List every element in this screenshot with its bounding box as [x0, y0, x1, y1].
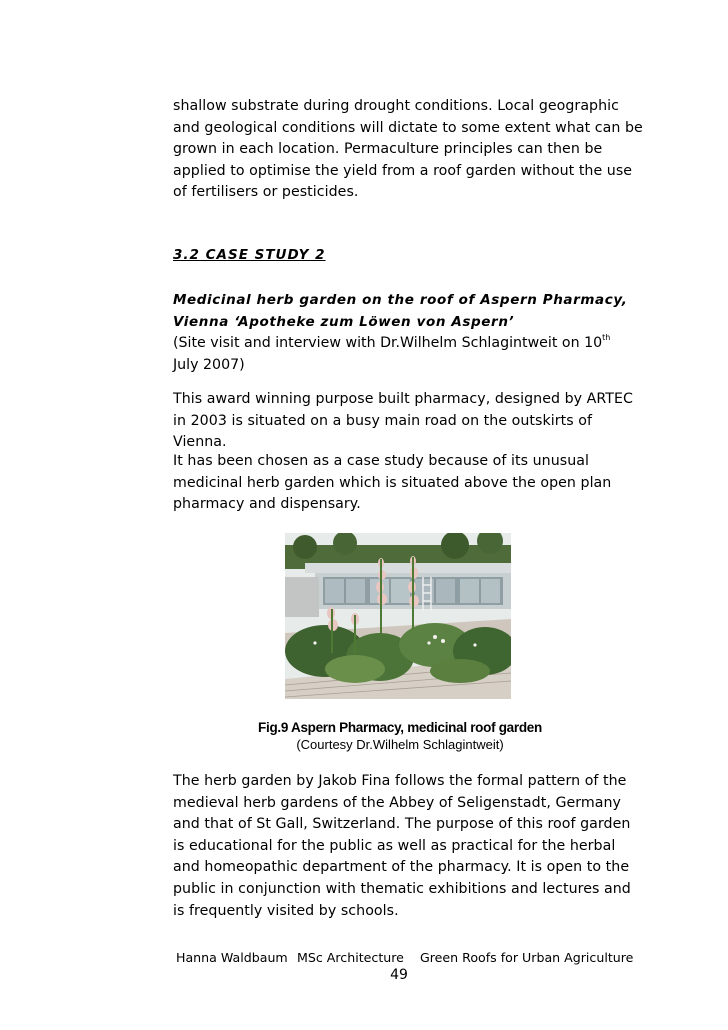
intro-paragraph: shallow substrate during drought conditions. Local geographic and geological conditions will dictate to some extent what can be grown in each location. Permaculture principles can then be applied to optimise the yield from a roof garden without the use of fertilisers or pesticides.: [173, 98, 643, 201]
case-title-line-1: Medicinal herb garden on the roof of Aspern Pharmacy,: [173, 292, 628, 308]
case-reason-paragraph: It has been chosen as a case study because of its unusual medicinal herb garden which is situated above the open plan pharmacy and dispensary.: [173, 453, 612, 513]
visit-note-prefix: (Site visit and interview with Dr.Wilhelm Schlagintweit on 10: [173, 335, 603, 352]
visit-note: [173, 333, 643, 376]
footer-thesis-title: Green Roofs for Urban Agriculture: [420, 950, 634, 965]
award-paragraph: This award winning purpose built pharmacy, designed by ARTEC in 2003 is situated on a busy main road on the outskirts of Vienna.: [173, 391, 633, 451]
footer-author: Hanna Waldbaum: [176, 950, 288, 965]
footer-course: MSc Architecture: [297, 950, 404, 965]
figure-title: Fig.9 Aspern Pharmacy, medicinal roof garden: [258, 720, 542, 735]
herb-garden-paragraph: The herb garden by Jakob Fina follows the formal pattern of the medieval herb gardens of the Abbey of Seligenstadt, Germany and that of St Gall, Switzerland. The purpose of this roof garden is educational for the public as well as practical for the herbal and homeopathic department of the pharmacy. It is open to the public in conjunction with thematic exhibitions and lectures and is frequently visited by schools.: [173, 773, 631, 919]
figure-caption: [0, 720, 728, 752]
page-number: 49: [390, 967, 408, 983]
visit-note-superscript: th: [602, 333, 611, 343]
section-heading: 3.2 CASE STUDY 2: [173, 247, 326, 263]
visit-note-suffix: July 2007): [173, 356, 245, 373]
roof-garden-photo: [285, 533, 511, 699]
case-title-line-2: Vienna ‘Apotheke zum Löwen von Aspern’: [173, 313, 515, 330]
case-study-subheading: [173, 290, 643, 376]
figure-credit: (Courtesy Dr.Wilhelm Schlagintweit): [296, 737, 504, 752]
